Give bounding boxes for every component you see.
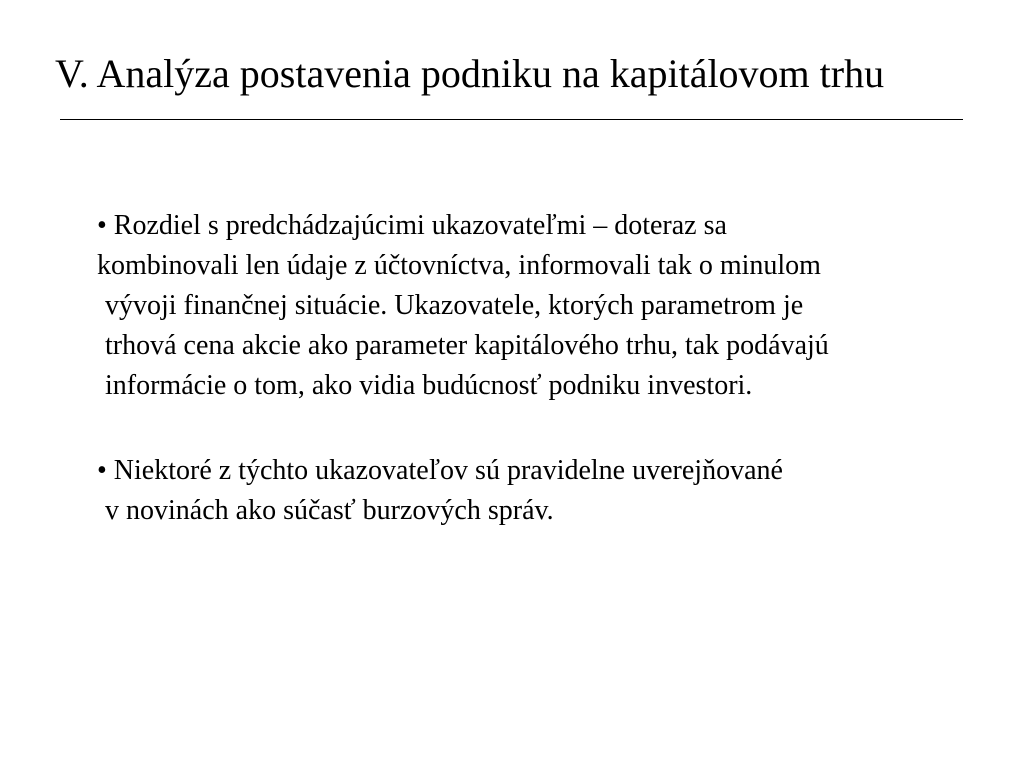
bullet-1-line-4: trhová cena akcie ako parameter kapitálového trhu, tak podávajú [105,330,829,361]
bullet-1-line-2: kombinovali len údaje z účtovníctva, informovali tak o minulom [97,250,821,281]
bullet-2-line-1: • Niektoré z týchto ukazovateľov sú pravidelne uverejňované [97,455,783,486]
bullet-1-line-1: • Rozdiel s predchádzajúcimi ukazovateľmi – doteraz sa [97,210,727,241]
bullet-1-line-5: informácie o tom, ako vidia budúcnosť podniku investori. [105,370,753,401]
slide-title: V. Analýza postavenia podniku na kapitálovom trhu [55,51,885,96]
title-divider [60,119,963,120]
bullet-1-line-3: vývoji finančnej situácie. Ukazovatele, ktorých parametrom je [105,290,804,321]
bullet-2-line-2: v novinách ako súčasť burzových správ. [105,495,554,526]
